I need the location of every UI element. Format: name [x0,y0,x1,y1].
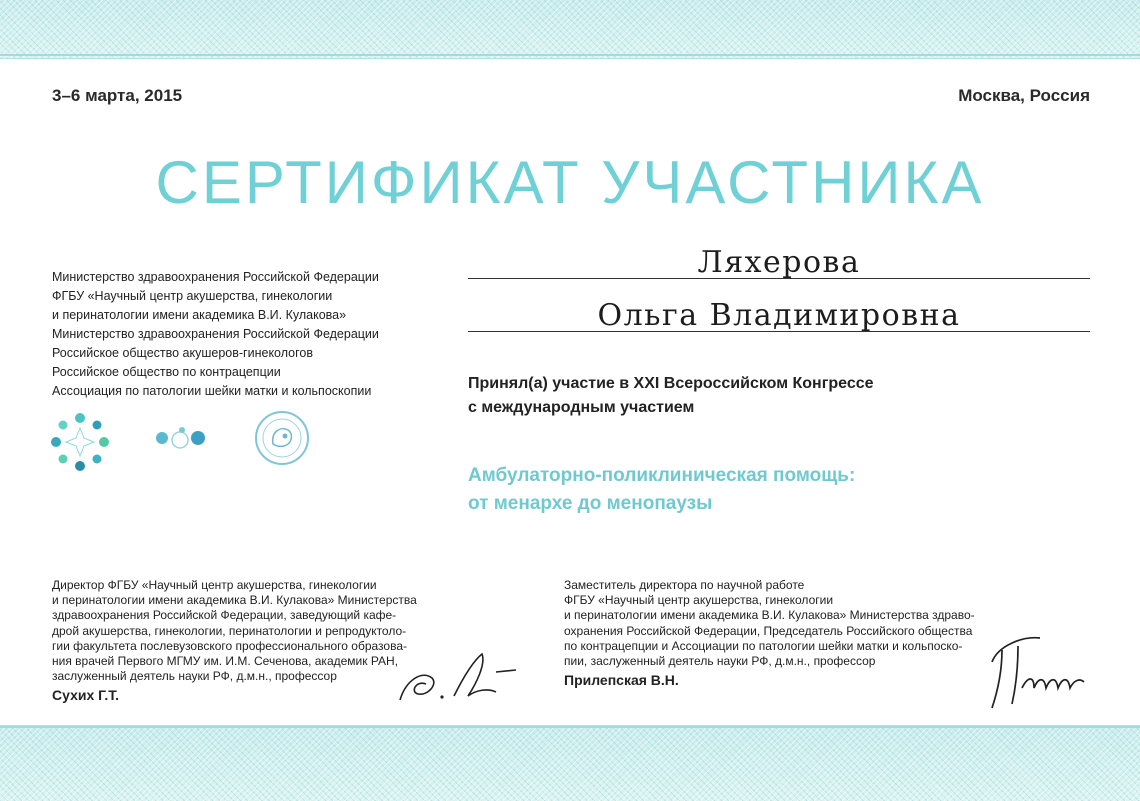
signatory-credential-line: по контрацепции и Ассоциации по патологии шейки матки и кольпоско- [564,638,963,653]
signatory-credential-line: гии факультета послевузовского профессионального образова- [52,638,407,653]
signatory-credential-line: и перинатологии имени академика В.И. Кулакова» Министерства здраво- [564,608,975,623]
organizer-line: Министерство здравоохранения Российской Федерации [52,327,379,341]
signatory-credential-line: заслуженный деятель науки РФ, д.м.н., профессор [52,669,337,684]
left-handwritten-signature [392,640,532,710]
right-signatory-block [564,578,975,688]
participation-line-2: с международным участием [468,399,695,416]
left-signatory-block [52,578,417,704]
event-title [468,462,855,518]
top-guilloche-band [0,0,1140,59]
left-signatory-name: Сухих Г.Т. [52,687,120,704]
signatory-credential-line: здравоохранения Российской Федерации, заведующий кафе- [52,608,397,623]
certificate-title: СЕРТИФИКАТ УЧАСТНИКА [155,149,985,216]
event-date: 3–6 марта, 2015 [52,86,183,105]
signatory-credential-line: охранения Российской Федерации, Председатель Российского общества [564,623,973,638]
signatory-credential-line: ФГБУ «Научный центр акушерства, гинекологии [564,593,834,608]
signatory-credential-line: пии, заслуженный деятель науки РФ, д.м.н., профессор [564,654,876,669]
signatory-credential-line: дрой акушерства, гинекологии, перинатологии и репродуктоло- [52,623,407,638]
organizer-line: Министерство здравоохранения Российской Федерации [52,270,379,284]
round-seal-logo [256,412,308,464]
event-title-line-2: от менархе до менопаузы [468,493,713,514]
organizer-line: ФГБУ «Научный центр акушерства, гинекологии [52,289,333,303]
right-signatory-name: Прилепская В.Н. [564,672,679,689]
signatory-credential-line: и перинатологии имени академика В.И. Кулакова» Министерства [52,593,417,608]
organizer-line: Ассоциация по патологии шейки матки и кольпоскопии [52,384,372,398]
participation-line-1: Принял(а) участие в XXI Всероссийском Конгрессе [468,375,874,392]
organizers-list [52,268,379,401]
dots-logo [156,427,205,448]
event-place: Москва, Россия [958,86,1090,105]
organizer-logos [48,408,348,478]
organizer-line: Российское общество по контрацепции [52,365,281,379]
bottom-guilloche-band [0,725,1140,801]
signatory-credential-line: Директор ФГБУ «Научный центр акушерства, гинекологии [52,578,377,592]
bottom-band-edge [0,726,1140,728]
participation-statement [468,372,874,420]
signatory-credential-line: ния врачей Первого МГМУ им. И.М. Сеченова, академик РАН, [52,654,399,669]
signatory-credential-line: Заместитель директора по научной работе [564,578,805,592]
organizer-line: Российское общество акушеров-гинекологов [52,346,313,360]
participant-given-names: Ольга Владимировна [597,298,961,333]
organizer-line: и перинатологии имени академика В.И. Кулакова» [52,308,347,322]
participant-surname: Ляхерова [697,245,861,280]
top-band-edge [0,54,1140,56]
event-title-line-1: Амбулаторно-поликлиническая помощь: [468,465,856,486]
right-handwritten-signature [978,620,1098,716]
star-ring-logo [51,413,109,471]
